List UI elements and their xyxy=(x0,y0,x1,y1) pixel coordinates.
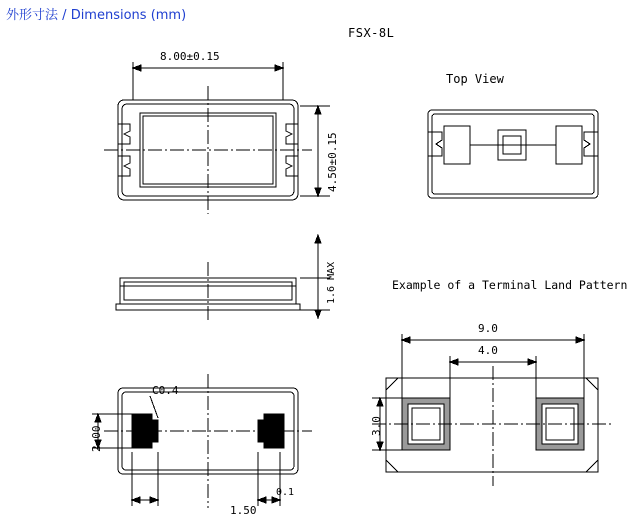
page-title-separator: / xyxy=(62,8,67,23)
dim-pad-gap-label: 0.1 xyxy=(276,487,295,498)
dim-width-label: 8.00±0.15 xyxy=(160,50,220,63)
page-title-jp: 外形寸法 xyxy=(6,8,59,23)
dim-land-height-label: 3.0 xyxy=(370,416,383,436)
part-number: FSX-8L xyxy=(348,26,395,40)
dim-land-inner-label: 4.0 xyxy=(478,344,498,357)
dim-pad-width-label: 1.50 xyxy=(230,504,257,517)
dim-thickness-label: 1.6 MAX xyxy=(326,261,337,304)
land-pattern-label: Example of a Terminal Land Pattern xyxy=(392,278,628,292)
dim-land-outer-label: 9.0 xyxy=(478,322,498,335)
page-title-en: Dimensions (mm) xyxy=(70,8,187,23)
dim-chamfer-label: C0.4 xyxy=(152,384,179,397)
dim-height-label: 4.50±0.15 xyxy=(326,132,339,192)
dim-pad-height-label: 2.00 xyxy=(90,425,103,452)
top-view-label: Top View xyxy=(446,72,504,86)
